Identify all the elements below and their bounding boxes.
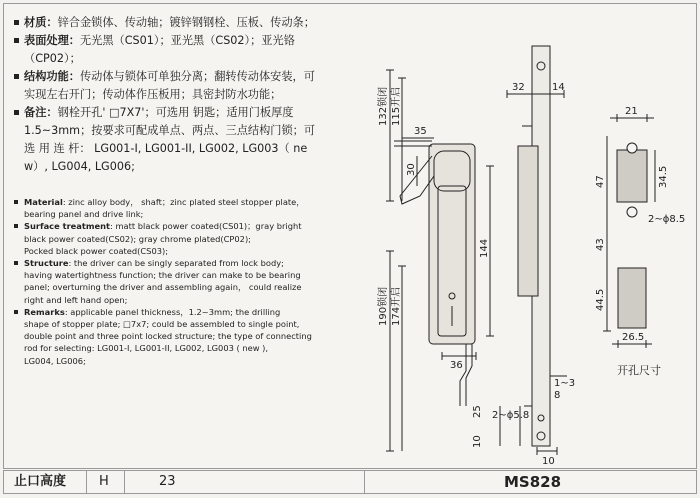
dim-190: 190锁闭 <box>378 286 389 326</box>
spec-panel <box>3 3 697 469</box>
dim-21: 21 <box>625 106 638 117</box>
bullet <box>14 20 19 25</box>
bullet <box>14 74 19 79</box>
dim-174: 174开启 <box>391 286 402 326</box>
dim-25: 25 <box>472 405 483 418</box>
bullet <box>14 261 18 265</box>
dim-14: 14 <box>552 82 565 93</box>
description-column <box>14 14 369 367</box>
dim-115: 115开启 <box>391 86 402 126</box>
dim-35: 35 <box>414 126 427 137</box>
bullet <box>14 310 18 314</box>
en-structure: Structure: the driver can be singly separated from lock body; having watertightness function; the driver can make to be bearing panel; overturning the driver and assembling again， could realize right and left hand open; <box>14 257 369 306</box>
dim-43: 43 <box>595 238 606 251</box>
cutout-label: 开孔尺寸 <box>617 364 661 377</box>
bullet <box>14 224 18 228</box>
en-surface: Surface treatment: matt black power coated(CS01)；gray bright black power coated(CS02); gray chrome plated(CP02); Pocked black power coated(CS03); <box>14 220 369 257</box>
cn-surface: 表面处理：无光黑（CS01）；亚光黑（CS02）；亚光铬 （CP02）； <box>14 32 369 68</box>
dim-44-5: 44.5 <box>595 288 606 311</box>
dim-1-3: 1~3 <box>554 378 576 389</box>
divider <box>124 471 125 493</box>
spec-footer <box>3 470 697 494</box>
dim-2-5-8: 2~ϕ5.8 <box>492 410 530 421</box>
cn-structure: 结构功能：传动体与锁体可单独分离；翻转传动体安装，可 实现左右开门；传动体作压板用；具密封防水功能； <box>14 68 369 104</box>
divider <box>86 471 87 493</box>
h-value: 23 <box>159 474 176 489</box>
dim-36: 36 <box>450 360 463 371</box>
en-remarks: Remarks: applicable panel thickness，1.2~3mm; the drilling shape of stopper plate; □7x7; could be assembled to single point, double point and three point locked structure; the type of connecting rod for selecting: LG001-I, LG001-II, LG002, LG003 ( new ), LG004, LG006; <box>14 306 369 367</box>
bullet <box>14 110 19 115</box>
dim-144: 144 <box>479 238 490 258</box>
dim-2-8-5: 2~ϕ8.5 <box>648 214 686 225</box>
dim-34-5: 34.5 <box>658 165 669 188</box>
chinese-spec <box>14 14 369 176</box>
dim-32: 32 <box>512 82 525 93</box>
model-number: MS828 <box>504 473 562 491</box>
dim-47: 47 <box>595 175 606 188</box>
dim-26-5: 26.5 <box>622 332 645 343</box>
h-label: H <box>99 474 109 489</box>
english-spec <box>14 196 369 367</box>
bullet <box>14 200 18 204</box>
bullet <box>14 38 19 43</box>
dim-8: 8 <box>554 390 561 401</box>
dim-10: 10 <box>472 435 483 448</box>
cn-material: 材质：锌合金锁体、传动轴；镀锌钢钢栓、压板、传动条； <box>14 14 369 32</box>
height-label: 止口高度 <box>14 474 67 489</box>
technical-drawing <box>372 26 697 466</box>
en-material: Material: zinc alloy body， shaft；zinc plated steel stopper plate， bearing panel and drive link; <box>14 196 369 220</box>
dim-30: 30 <box>406 163 417 176</box>
cn-remarks: 备注：钢栓开孔' □7X7'；可选用 钥匙；适用门板厚度 1.5~3mm；按要求可配成单点、两点、三点结构门锁；可 选 用 连 杆： LG001-I, LG001-II, LG002, LG003（ ne w）, LG004, LG006; <box>14 104 369 176</box>
divider <box>364 471 365 493</box>
dim-132: 132锁闭 <box>378 86 389 126</box>
dim-10b: 10 <box>542 456 555 466</box>
